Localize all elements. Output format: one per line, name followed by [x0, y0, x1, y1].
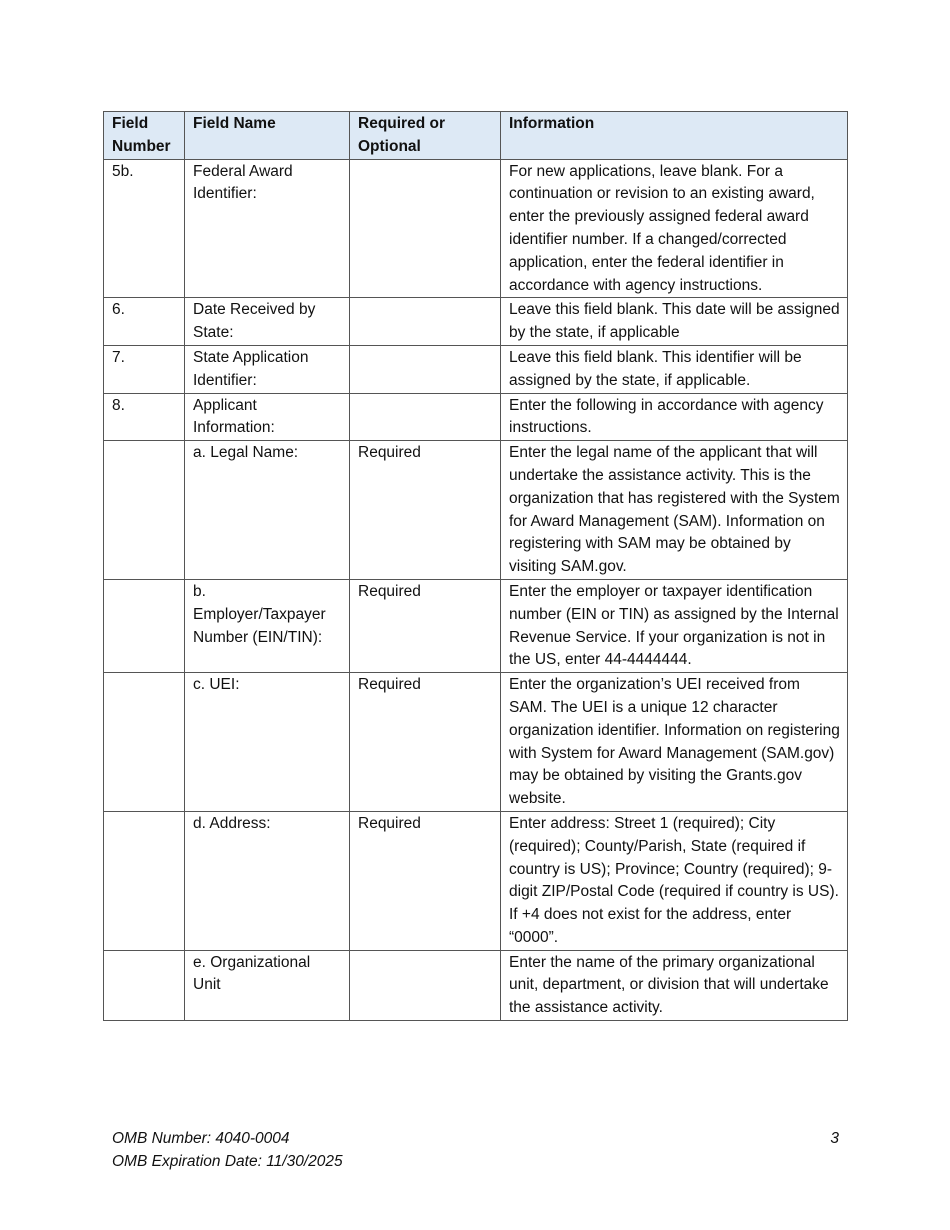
- header-information: Information: [501, 112, 848, 160]
- information-cell: For new applications, leave blank. For a continuation or revision to an existing award, enter the previously assigned federal award identifier number. If a changed/corrected application, enter the federal identifier in accordance with agency instructions.: [501, 159, 848, 298]
- field-number-cell: [104, 441, 185, 580]
- required-cell: Required: [350, 673, 501, 812]
- table-row: [104, 950, 848, 1020]
- field-name-cell: Federal Award Identifier:: [185, 159, 350, 298]
- omb-expiration-date: OMB Expiration Date: 11/30/2025: [112, 1153, 343, 1170]
- table-row: [104, 298, 848, 346]
- information-cell: Enter the employer or taxpayer identification number (EIN or TIN) as assigned by the Internal Revenue Service. If your organization is not in the US, enter 44-4444444.: [501, 579, 848, 672]
- page-number: 3: [830, 1130, 839, 1147]
- information-cell: Enter the organization’s UEI received from SAM. The UEI is a unique 12 character organization identifier. Information on registering with System for Award Management (SAM.gov) may be obtained by visiting the Grants.gov website.: [501, 673, 848, 812]
- field-number-cell: 8.: [104, 393, 185, 441]
- table-header: [104, 112, 848, 160]
- header-field-number: Field Number: [104, 112, 185, 160]
- table-row: [104, 673, 848, 812]
- table-row: [104, 441, 848, 580]
- omb-number: OMB Number: 4040-0004: [112, 1130, 290, 1147]
- field-name-cell: a. Legal Name:: [185, 441, 350, 580]
- required-cell: Required: [350, 579, 501, 672]
- required-cell: [350, 159, 501, 298]
- table-row: [104, 393, 848, 441]
- information-cell: Enter the following in accordance with agency instructions.: [501, 393, 848, 441]
- header-required-optional: Required or Optional: [350, 112, 501, 160]
- field-name-cell: c. UEI:: [185, 673, 350, 812]
- field-instructions-table: [103, 111, 848, 1021]
- header-field-name: Field Name: [185, 112, 350, 160]
- table-row: [104, 345, 848, 393]
- field-name-cell: State Application Identifier:: [185, 345, 350, 393]
- table-body: [104, 159, 848, 1020]
- field-name-cell: Applicant Information:: [185, 393, 350, 441]
- table-row: [104, 159, 848, 298]
- field-number-cell: [104, 579, 185, 672]
- table-row: [104, 811, 848, 950]
- field-number-cell: [104, 950, 185, 1020]
- field-number-cell: 7.: [104, 345, 185, 393]
- required-cell: [350, 393, 501, 441]
- required-cell: [350, 950, 501, 1020]
- required-cell: Required: [350, 441, 501, 580]
- field-name-cell: b. Employer/Taxpayer Number (EIN/TIN):: [185, 579, 350, 672]
- field-name-cell: d. Address:: [185, 811, 350, 950]
- information-cell: Leave this field blank. This date will be assigned by the state, if applicable: [501, 298, 848, 346]
- field-number-cell: [104, 673, 185, 812]
- field-number-cell: 6.: [104, 298, 185, 346]
- field-number-cell: [104, 811, 185, 950]
- required-cell: [350, 345, 501, 393]
- information-cell: Enter the name of the primary organizational unit, department, or division that will undertake the assistance activity.: [501, 950, 848, 1020]
- table-row: [104, 579, 848, 672]
- information-cell: Enter address: Street 1 (required); City (required); County/Parish, State (required if country is US); Province; Country (required); 9-digit ZIP/Postal Code (required if country is US). If +4 does not exist for the address, enter “0000”.: [501, 811, 848, 950]
- required-cell: Required: [350, 811, 501, 950]
- information-cell: Leave this field blank. This identifier will be assigned by the state, if applicable.: [501, 345, 848, 393]
- information-cell: Enter the legal name of the applicant that will undertake the assistance activity. This is the organization that has registered with the System for Award Management (SAM). Information on registering with SAM may be obtained by visiting SAM.gov.: [501, 441, 848, 580]
- field-name-cell: e. Organizational Unit: [185, 950, 350, 1020]
- field-name-cell: Date Received by State:: [185, 298, 350, 346]
- field-number-cell: 5b.: [104, 159, 185, 298]
- header-row: [104, 112, 848, 160]
- page-footer: [112, 1127, 839, 1173]
- required-cell: [350, 298, 501, 346]
